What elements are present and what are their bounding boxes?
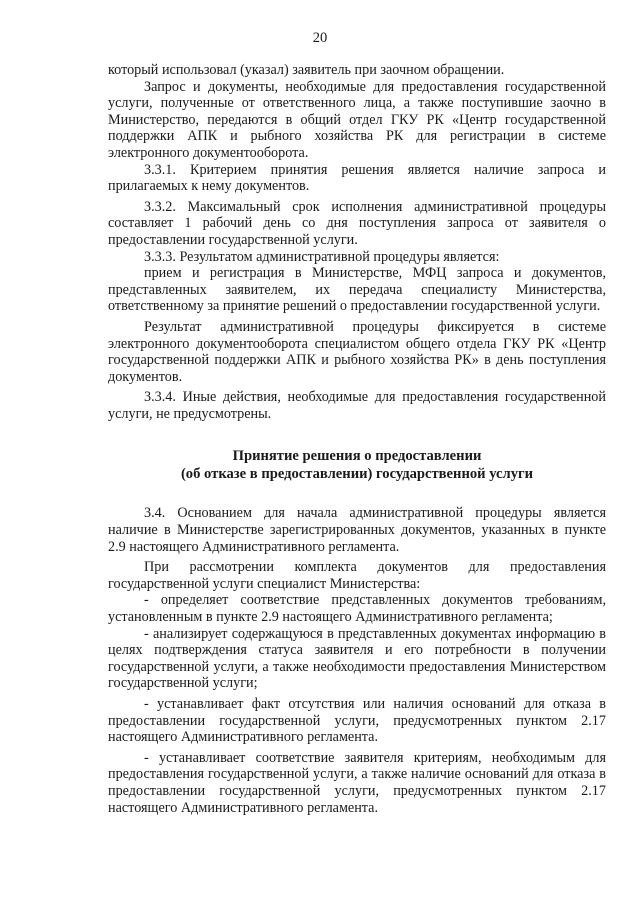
section-heading-line1: Принятие решения о предоставлении xyxy=(232,448,482,465)
list-item-analysis: - анализирует содержащуюся в представленных документах информацию в целях подтверждения статуса заявителя и его потребности в получении государственной услуги, а также необходимости предоставления Министерством государственной услуги; xyxy=(108,625,606,692)
paragraph-reception-registration: прием и регистрация в Министерстве, МФЦ запроса и документов, представленных заявителем, их передача специалисту Министерства, ответственному за принятие решений о предоставлении государственной услуги. xyxy=(108,265,606,315)
list-item-refusal-grounds: - устанавливает факт отсутствия или наличия оснований для отказа в предоставлении государственной услуги, предусмотренных пунктом 2.17 настоящего Административного регламента. xyxy=(108,696,606,746)
section-heading-line2: (об отказе в предоставлении) государственной услуги xyxy=(180,466,534,483)
list-item-criteria: - устанавливает соответствие заявителя критериям, необходимым для предоставления государственной услуги, а также наличие оснований для отказа в предоставлении государственной услуги, предусмотренных пунктом 2.17 настоящего Административного регламента. xyxy=(108,749,606,816)
paragraph-request-documents: Запрос и документы, необходимые для предоставления государственной услуги, полученные от ответственного лица, а также поступившие заочно в Министерство, передаются в общий отдел ГКУ РК «Центр государственной поддержки АПК и рыбного хозяйства РК для регистрации в системе электронного документооборота. xyxy=(108,78,606,161)
paragraph-3-3-2: 3.3.2. Максимальный срок исполнения административной процедуры составляет 1 рабочий день со дня поступления запроса от заявителя о предоставлении государственной услуги. xyxy=(108,198,606,248)
paragraph-3-3-3: 3.3.3. Результатом административной процедуры является: xyxy=(144,248,500,265)
paragraph-result-recorded: Результат административной процедуры фиксируется в системе электронного документооборота специалистом общего отдела ГКУ РК «Центр государственной поддержки АПК и рыбного хозяйства РК» в день поступления документов. xyxy=(108,318,606,385)
list-item-compliance: - определяет соответствие представленных документов требованиям, установленным в пункте 2.9 настоящего Административного регламента; xyxy=(108,592,606,626)
document-body xyxy=(108,62,606,816)
paragraph-3-3-4: 3.3.4. Иные действия, необходимые для предоставления государственной услуги, не предусмотрены. xyxy=(108,389,606,422)
paragraph-continuation: который использовал (указал) заявитель при заочном обращении. xyxy=(108,62,505,78)
paragraph-3-4: 3.4. Основанием для начала административной процедуры является наличие в Министерстве зарегистрированных документов, указанных в пункте 2.9 настоящего Административного регламента. xyxy=(108,505,606,555)
section-heading xyxy=(108,447,606,483)
paragraph-review-intro: При рассмотрении комплекта документов для предоставления государственной услуги специалист Министерства: xyxy=(108,559,606,592)
page-number: 20 xyxy=(312,30,328,46)
paragraph-3-3-1: 3.3.1. Критерием принятия решения является наличие запроса и прилагаемых к нему документов. xyxy=(108,161,606,195)
